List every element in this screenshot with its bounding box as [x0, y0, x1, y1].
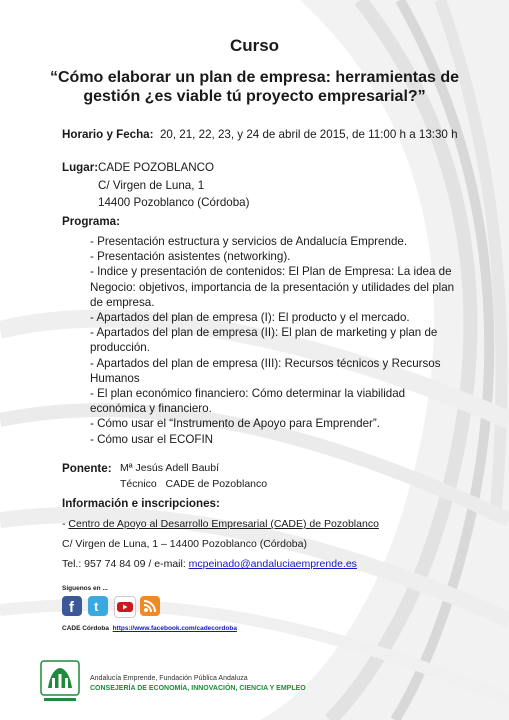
- list-item: - Apartados del plan de empresa (II): El plan de marketing y plan de producción.: [90, 326, 438, 355]
- place-line1: CADE POZOBLANCO: [98, 161, 214, 174]
- list-item: - Presentación asistentes (networking).: [90, 250, 291, 264]
- email-link[interactable]: mcpeinado@andaluciaemprende.es: [188, 558, 357, 570]
- speaker-role: Técnico CADE de Pozoblanco: [120, 478, 268, 490]
- info-contact: Tel.: 957 74 84 09 / e-mail: mcpeinado@andaluciaemprende.es: [62, 558, 357, 570]
- junta-andalucia-logo: [40, 660, 80, 706]
- course-subtitle: “Cómo elaborar un plan de empresa: herramientas de gestión ¿es viable tú proyecto empresarial?”: [49, 69, 459, 105]
- twitter-icon[interactable]: [88, 596, 108, 616]
- footer-line2: CONSEJERÍA DE ECONOMÍA, INNOVACIÓN, CIENCIA Y EMPLEO: [90, 685, 306, 692]
- place-line2: C/ Virgen de Luna, 1: [98, 179, 205, 192]
- social-label: Síguenos en ...: [62, 585, 108, 592]
- list-item: - Apartados del plan de empresa (I): El producto y el mercado.: [90, 311, 410, 325]
- schedule-label: Horario y Fecha:: [62, 128, 154, 141]
- speaker-name: Mª Jesús Adell Baubí: [120, 462, 220, 474]
- rss-icon[interactable]: [140, 596, 160, 616]
- svg-text:t: t: [94, 599, 99, 614]
- speaker-label: Ponente:: [62, 462, 112, 475]
- page-title: Curso: [229, 36, 280, 55]
- info-label: Información e inscripciones:: [62, 497, 220, 510]
- place-label: Lugar:: [62, 161, 99, 174]
- program-label: Programa:: [62, 215, 120, 228]
- youtube-icon[interactable]: [114, 596, 136, 618]
- cade-facebook-row: CADE Córdoba https://www.facebook.com/cadecordoba: [62, 625, 237, 632]
- list-item: - Presentación estructura y servicios de Andalucía Emprende.: [90, 235, 408, 248]
- list-item: - Cómo usar el “Instrumento de Apoyo para Emprender”.: [90, 417, 380, 431]
- info-center-row: - Centro de Apoyo al Desarrollo Empresarial (CADE) de Pozoblanco: [62, 518, 379, 530]
- list-item: - El plan económico financiero: Cómo determinar la viabilidad económica y financiero.: [90, 387, 406, 416]
- schedule-row: [62, 127, 482, 143]
- facebook-icon[interactable]: [62, 596, 82, 616]
- cade-link[interactable]: Centro de Apoyo al Desarrollo Empresarial (CADE) de Pozoblanco: [68, 518, 379, 530]
- list-item: - Apartados del plan de empresa (III): Recursos técnicos y Recursos Humanos: [90, 356, 441, 385]
- facebook-page-link[interactable]: https://www.facebook.com/cadecordoba: [112, 625, 237, 632]
- svg-text:f: f: [69, 599, 74, 616]
- info-address: C/ Virgen de Luna, 1 – 14400 Pozoblanco (Córdoba): [62, 538, 307, 550]
- schedule-value: 20, 21, 22, 23, y 24 de abril de 2015, de 11:00 h a 13:30 h: [159, 128, 458, 141]
- list-item: - Cómo usar el ECOFIN: [90, 432, 214, 446]
- list-item: - Indice y presentación de contenidos: El Plan de Empresa: La idea de Negocio: objetivos, importancia de la presentación y utilidades del plan de empresa.: [90, 265, 455, 309]
- program-list: [90, 234, 455, 447]
- place-line3: 14400 Pozoblanco (Córdoba): [98, 196, 250, 209]
- footer-line1: Andalucía Emprende, Fundación Pública Andaluza: [90, 675, 248, 682]
